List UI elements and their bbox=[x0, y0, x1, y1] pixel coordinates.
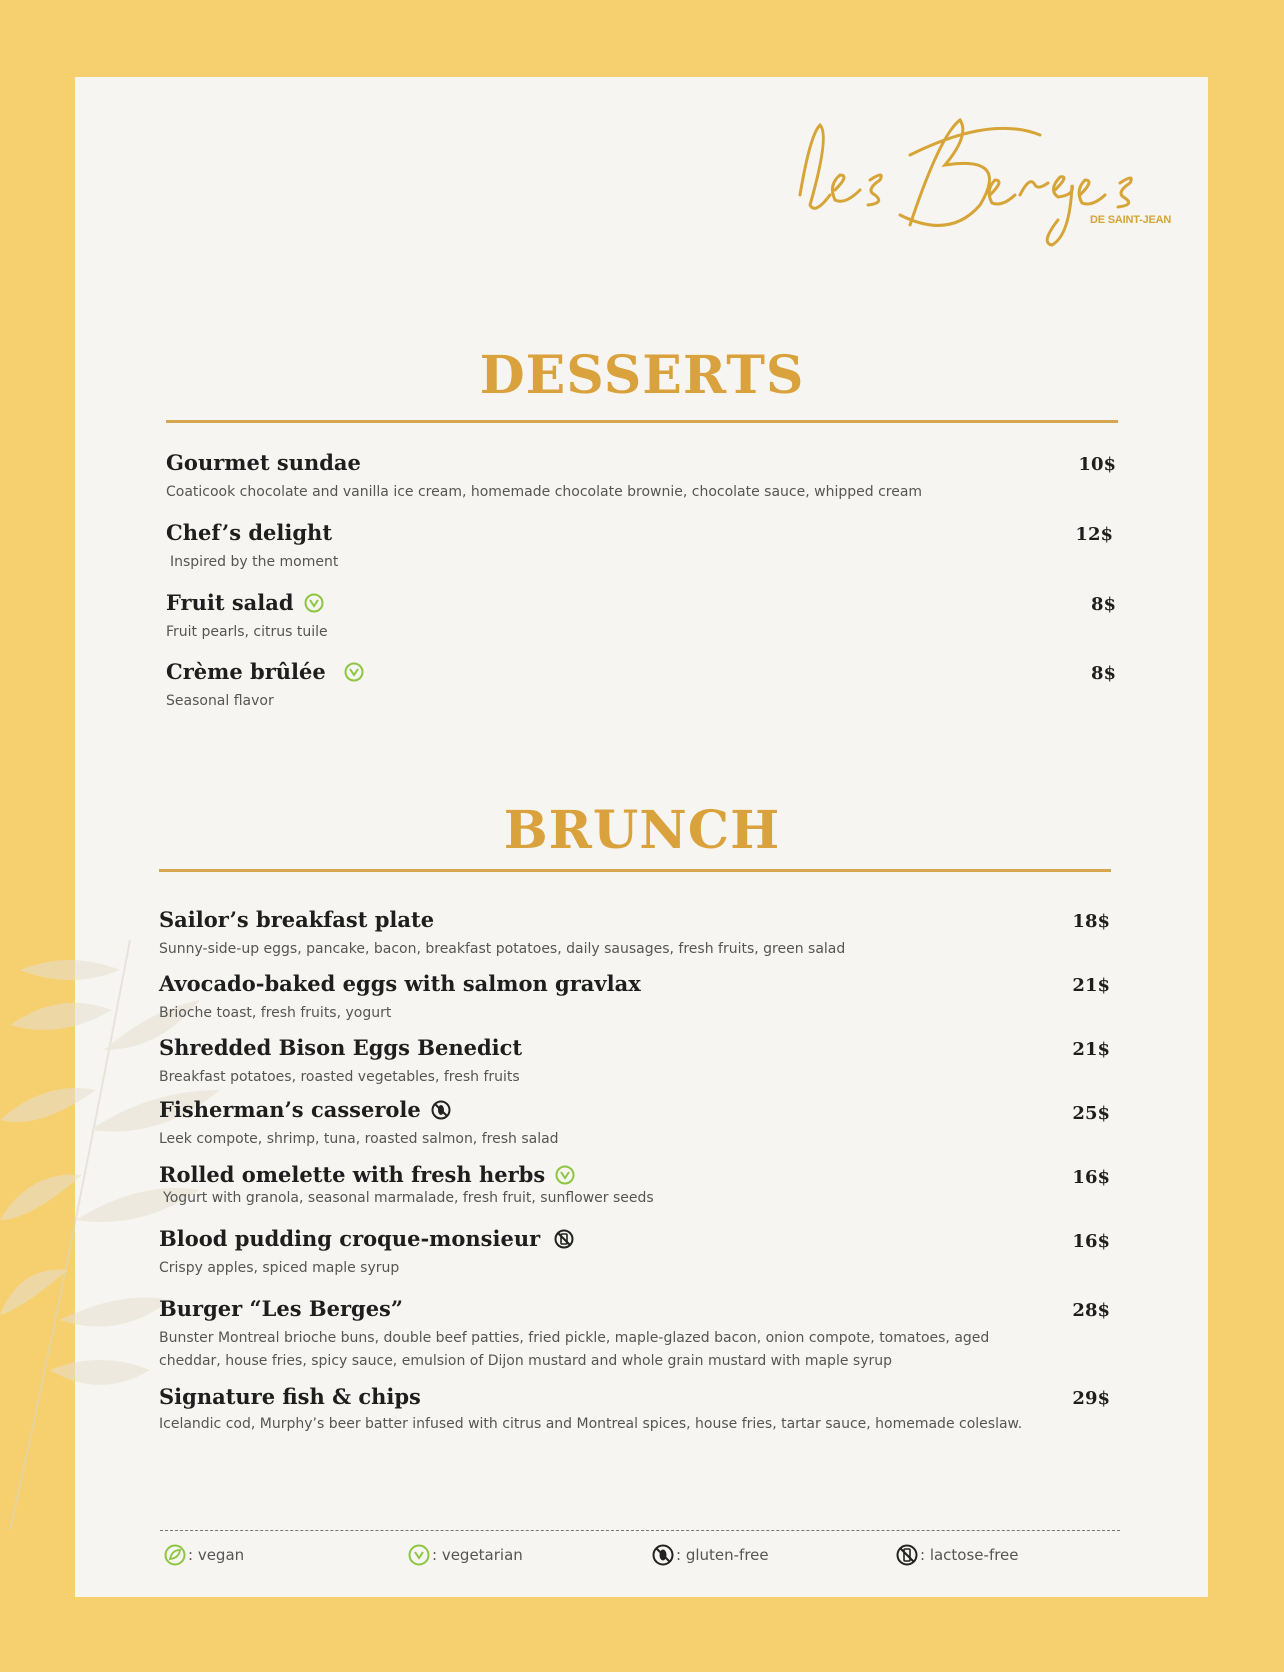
menu-item bbox=[159, 1097, 559, 1151]
item-price: 16$ bbox=[1072, 1167, 1110, 1188]
item-price: 12$ bbox=[1075, 524, 1113, 545]
item-name: Fruit salad bbox=[166, 590, 294, 615]
item-name: Rolled omelette with fresh herbs bbox=[159, 1162, 546, 1187]
brand-logo bbox=[790, 95, 1150, 255]
item-name: Burger “Les Berges” bbox=[159, 1296, 403, 1321]
desserts-divider bbox=[166, 420, 1118, 423]
item-name: Shredded Bison Eggs Benedict bbox=[159, 1035, 523, 1060]
vegetarian-icon bbox=[408, 1544, 430, 1566]
lactose-free-icon bbox=[554, 1229, 574, 1249]
item-description: Fruit pearls, citrus tuile bbox=[166, 624, 328, 640]
menu-item bbox=[166, 590, 328, 644]
item-name: Blood pudding croque-monsieur bbox=[159, 1226, 541, 1251]
item-name: Avocado-baked eggs with salmon gravlax bbox=[159, 971, 641, 996]
item-price: 28$ bbox=[1072, 1300, 1110, 1321]
item-name: Sailor’s breakfast plate bbox=[159, 907, 435, 932]
item-price: 8$ bbox=[1090, 663, 1116, 684]
desserts-title: DESSERTS bbox=[479, 345, 805, 406]
item-name: Fisherman’s casserole bbox=[159, 1097, 421, 1122]
legend-label: : vegan bbox=[188, 1546, 245, 1564]
item-description: Leek compote, shrimp, tuna, roasted salmon, fresh salad bbox=[159, 1131, 559, 1147]
vegetarian-icon bbox=[344, 662, 364, 682]
brunch-divider bbox=[159, 869, 1111, 872]
vegetarian-icon bbox=[304, 593, 324, 613]
item-price: 16$ bbox=[1072, 1231, 1110, 1252]
legend-label: : gluten-free bbox=[676, 1546, 769, 1564]
item-price: 21$ bbox=[1072, 1039, 1110, 1060]
legend-label: : lactose-free bbox=[920, 1546, 1019, 1564]
item-price: 10$ bbox=[1078, 454, 1116, 475]
brunch-title: BRUNCH bbox=[503, 800, 781, 861]
vegetarian-icon bbox=[555, 1165, 575, 1185]
item-description: Inspired by the moment bbox=[170, 554, 339, 570]
menu-item bbox=[159, 971, 641, 1025]
gluten-free-icon bbox=[431, 1100, 451, 1120]
item-description: Brioche toast, fresh fruits, yogurt bbox=[159, 1005, 392, 1021]
legend-label: : vegetarian bbox=[432, 1546, 523, 1564]
item-description: Coaticook chocolate and vanilla ice cream, homemade chocolate brownie, chocolate sauce, whipped cream bbox=[166, 484, 923, 500]
menu-item bbox=[159, 907, 845, 961]
legend-vegan bbox=[164, 1544, 244, 1566]
item-price: 21$ bbox=[1072, 975, 1110, 996]
item-price: 18$ bbox=[1072, 911, 1110, 932]
item-description: Seasonal flavor bbox=[166, 693, 274, 709]
item-price: 25$ bbox=[1072, 1103, 1110, 1124]
legend-lactose-free bbox=[896, 1544, 1019, 1566]
item-name: Signature fish & chips bbox=[159, 1384, 421, 1409]
menu-item bbox=[166, 659, 364, 713]
item-description: Bunster Montreal brioche buns, double beef patties, fried pickle, maple-glazed bacon, onion compote, tomatoes, aged cheddar, house fries, spicy sauce, emulsion of Dijon mustard and whole grain mustard with maple syrup bbox=[159, 1330, 990, 1369]
legend-vegetarian bbox=[408, 1544, 523, 1566]
menu-item bbox=[159, 1035, 522, 1089]
item-name: Chef’s delight bbox=[166, 520, 333, 545]
menu-item bbox=[166, 520, 338, 574]
menu-item bbox=[159, 1226, 574, 1280]
menu-item bbox=[159, 1162, 654, 1210]
lactose-free-icon bbox=[896, 1544, 918, 1566]
item-price: 29$ bbox=[1072, 1388, 1110, 1409]
menu-item bbox=[166, 450, 922, 504]
item-description: Sunny-side-up eggs, pancake, bacon, breakfast potatoes, daily sausages, fresh fruits, green salad bbox=[159, 941, 846, 957]
item-description: Crispy apples, spiced maple syrup bbox=[159, 1260, 400, 1276]
gluten-free-icon bbox=[652, 1544, 674, 1566]
item-description: Breakfast potatoes, roasted vegetables, fresh fruits bbox=[159, 1069, 520, 1085]
brand-subtitle: DE SAINT-JEAN bbox=[1090, 214, 1172, 226]
item-name: Crème brûlée bbox=[166, 659, 326, 684]
item-description: Icelandic cod, Murphy’s beer batter infused with citrus and Montreal spices, house fries, tartar sauce, homemade coleslaw. bbox=[159, 1416, 1023, 1432]
legend-divider bbox=[160, 1530, 1120, 1531]
item-description: Yogurt with granola, seasonal marmalade, fresh fruit, sunflower seeds bbox=[163, 1190, 654, 1206]
menu-item bbox=[159, 1384, 1039, 1433]
legend-gluten-free bbox=[652, 1544, 769, 1566]
menu-item bbox=[159, 1296, 1039, 1373]
item-price: 8$ bbox=[1090, 594, 1116, 615]
item-name: Gourmet sundae bbox=[166, 450, 361, 475]
vegan-icon bbox=[164, 1544, 186, 1566]
